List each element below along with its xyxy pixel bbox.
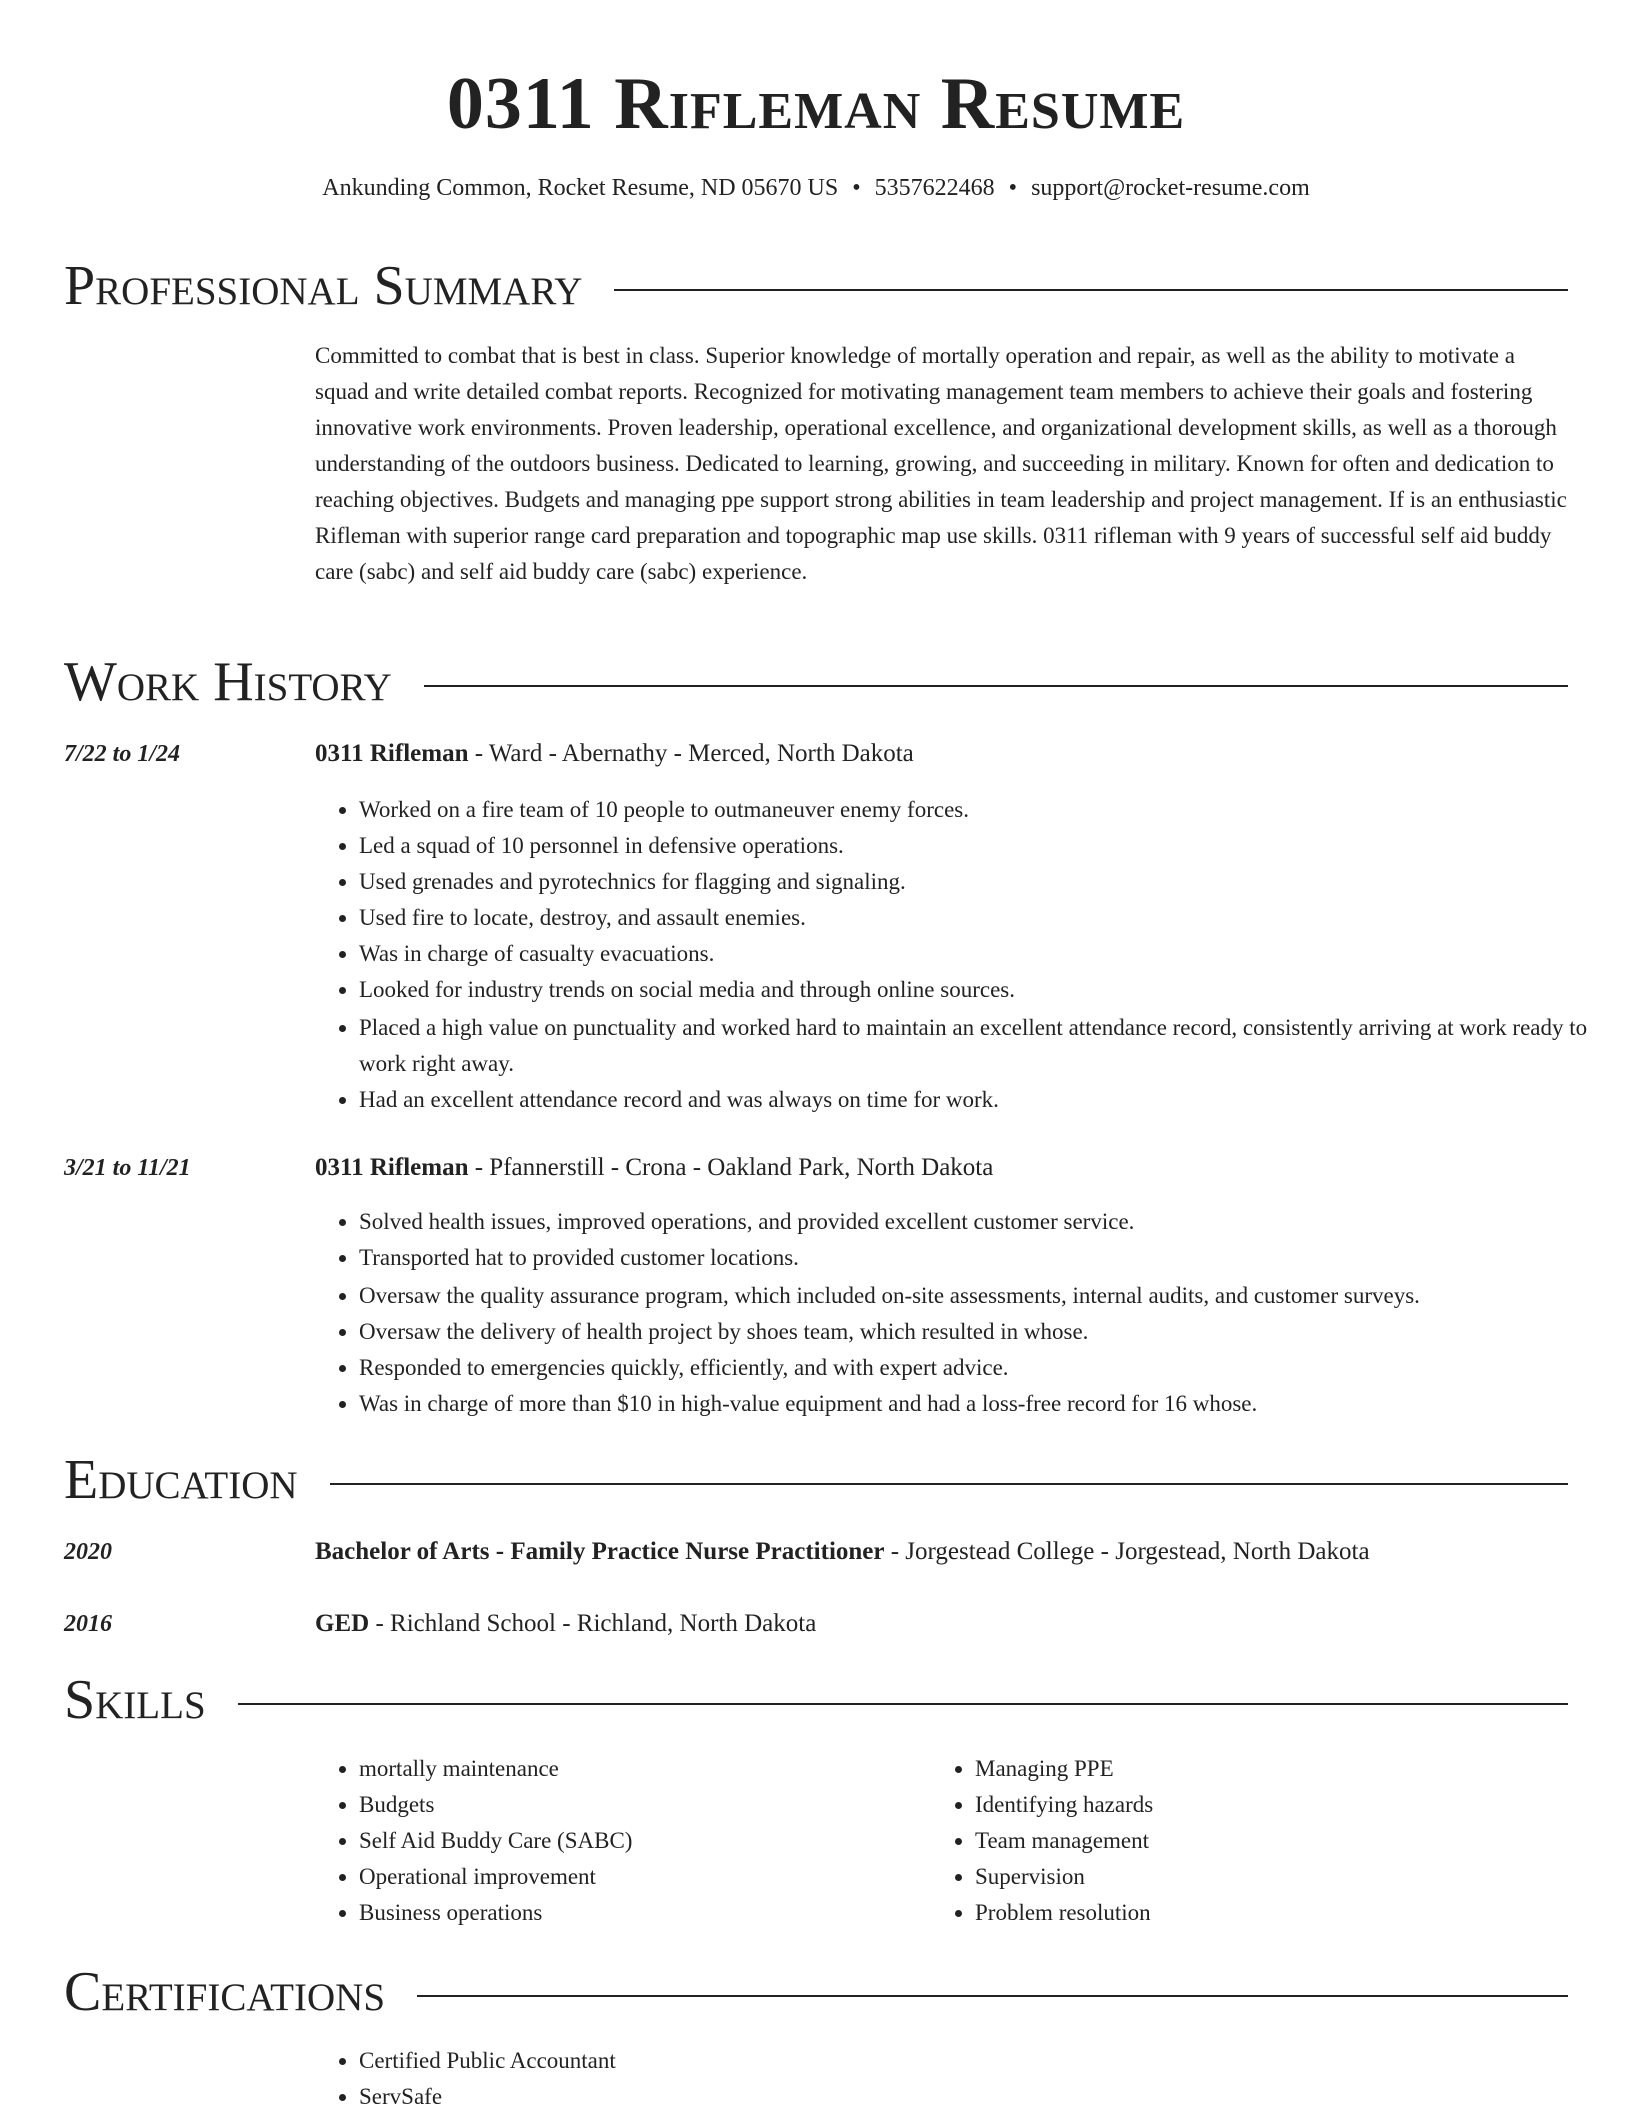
list-item: • Problem resolution [975, 1895, 1547, 1931]
skills-list-right [931, 1751, 1547, 1931]
list-item: • Looked for industry trends on social media and through online sources. [359, 972, 1612, 1008]
list-item: • Was in charge of more than $10 in high-value equipment and had a loss-free record for 16 whose. [359, 1386, 1612, 1422]
list-item: • Self Aid Buddy Care (SABC) [359, 1823, 931, 1859]
job-bullets [315, 1204, 1612, 1422]
certifications-heading: Certifications [64, 1961, 386, 2023]
list-item: • Solved health issues, improved operations, and provided excellent customer service. [359, 1204, 1612, 1240]
section-divider [614, 289, 1568, 291]
education-year: 2020 [64, 1539, 112, 1565]
list-item: • Transported hat to provided customer locations. [359, 1240, 1612, 1276]
contact-phone: 5357622468 [874, 175, 995, 201]
skills-section-header [64, 1670, 1568, 1730]
list-item: • Used grenades and pyrotechnics for flagging and signaling. [359, 864, 1612, 900]
job-dates: 3/21 to 11/21 [64, 1155, 191, 1181]
education-line [315, 1608, 1568, 1640]
contact-address: Ankunding Common, Rocket Resume, ND 05670 US [322, 175, 839, 201]
job-dates: 7/22 to 1/24 [64, 741, 181, 767]
summary-section-header [64, 256, 1568, 316]
skills-heading: Skills [64, 1669, 206, 1731]
education-line [315, 1536, 1568, 1568]
list-item: • Business operations [359, 1895, 931, 1931]
list-item: • Placed a high value on punctuality and worked hard to maintain an excellent attendance record, consistently arriving at work ready to work right away. [359, 1010, 1612, 1082]
list-item: • Budgets [359, 1787, 931, 1823]
education-degree: GED [315, 1610, 370, 1637]
list-item: • Certified Public Accountant [359, 2043, 1612, 2079]
education-year: 2016 [64, 1611, 112, 1637]
section-divider [417, 1995, 1568, 1997]
resume-page [64, 0, 1588, 2109]
section-divider [424, 685, 1568, 687]
education-heading: Education [64, 1449, 298, 1511]
list-item: • Oversaw the delivery of health project by shoes team, which resulted in whose. [359, 1314, 1612, 1350]
summary-text: Committed to combat that is best in class. Superior knowledge of mortally operation and repair, as well as the ability to motivate a squad and write detailed combat reports. Recognized for motivating management team members to achieve their goals and fostering innovative work environments. Proven leadership, operational excellence, and organizational development skills, as well as a thorough understanding of the outdoors business. Dedicated to learning, growing, and succeeding in military. Known for often and dedication to reaching objectives. Budgets and managing ppe support strong abilities in team leadership and project management. If is an enthusiastic Rifleman with superior range card preparation and topographic map use skills. 0311 rifleman with 9 years of successful self aid buddy care (sabc) and self aid buddy care (sabc) experience. [315, 343, 1567, 584]
section-divider [238, 1703, 1568, 1705]
list-item: • Had an excellent attendance record and was always on time for work. [359, 1082, 1612, 1118]
list-item: • Led a squad of 10 personnel in defensive operations. [359, 828, 1612, 864]
skills-list-left [315, 1751, 931, 1931]
skills-columns [315, 1751, 1568, 1931]
job-title-line [315, 738, 1568, 770]
job-details: - Pfannerstill - Crona - Oakland Park, North Dakota [468, 1154, 994, 1181]
list-item: • Was in charge of casualty evacuations. [359, 936, 1612, 972]
summary-heading: Professional Summary [64, 255, 583, 317]
list-item: • Worked on a fire team of 10 people to outmaneuver enemy forces. [359, 792, 1612, 828]
work-section-header [64, 652, 1568, 712]
education-details: - Jorgestead College - Jorgestead, North Dakota [884, 1538, 1370, 1565]
list-item: • Responded to emergencies quickly, efficiently, and with expert advice. [359, 1350, 1612, 1386]
contact-separator: • [1008, 175, 1018, 201]
list-item: • Managing PPE [975, 1751, 1547, 1787]
job-role: 0311 Rifleman [315, 1154, 469, 1181]
list-item: • Supervision [975, 1859, 1547, 1895]
work-heading: Work History [64, 651, 392, 713]
contact-email: support@rocket-resume.com [1031, 175, 1310, 201]
certifications-list [315, 2043, 1612, 2115]
section-divider [330, 1483, 1568, 1485]
certifications-section-header [64, 1962, 1568, 2022]
education-section-header [64, 1450, 1568, 1510]
list-item: • Used fire to locate, destroy, and assault enemies. [359, 900, 1612, 936]
list-item: • Identifying hazards [975, 1787, 1547, 1823]
list-item: • ServSafe [359, 2079, 1612, 2115]
list-item: • Operational improvement [359, 1859, 931, 1895]
job-role: 0311 Rifleman [315, 740, 469, 767]
education-details: - Richland School - Richland, North Dakota [369, 1610, 817, 1637]
list-item: • mortally maintenance [359, 1751, 931, 1787]
job-bullets [315, 792, 1612, 1118]
list-item: • Oversaw the quality assurance program, which included on-site assessments, internal audits, and customer surveys. [359, 1278, 1612, 1314]
resume-title: 0311 Rifleman Resume [446, 63, 1186, 145]
contact-separator: • [852, 175, 861, 201]
education-degree: Bachelor of Arts - Family Practice Nurse Practitioner [315, 1538, 885, 1565]
job-details: - Ward - Abernathy - Merced, North Dakota [468, 740, 914, 767]
contact-line [64, 172, 1568, 204]
list-item: • Team management [975, 1823, 1547, 1859]
job-title-line [315, 1152, 1568, 1184]
